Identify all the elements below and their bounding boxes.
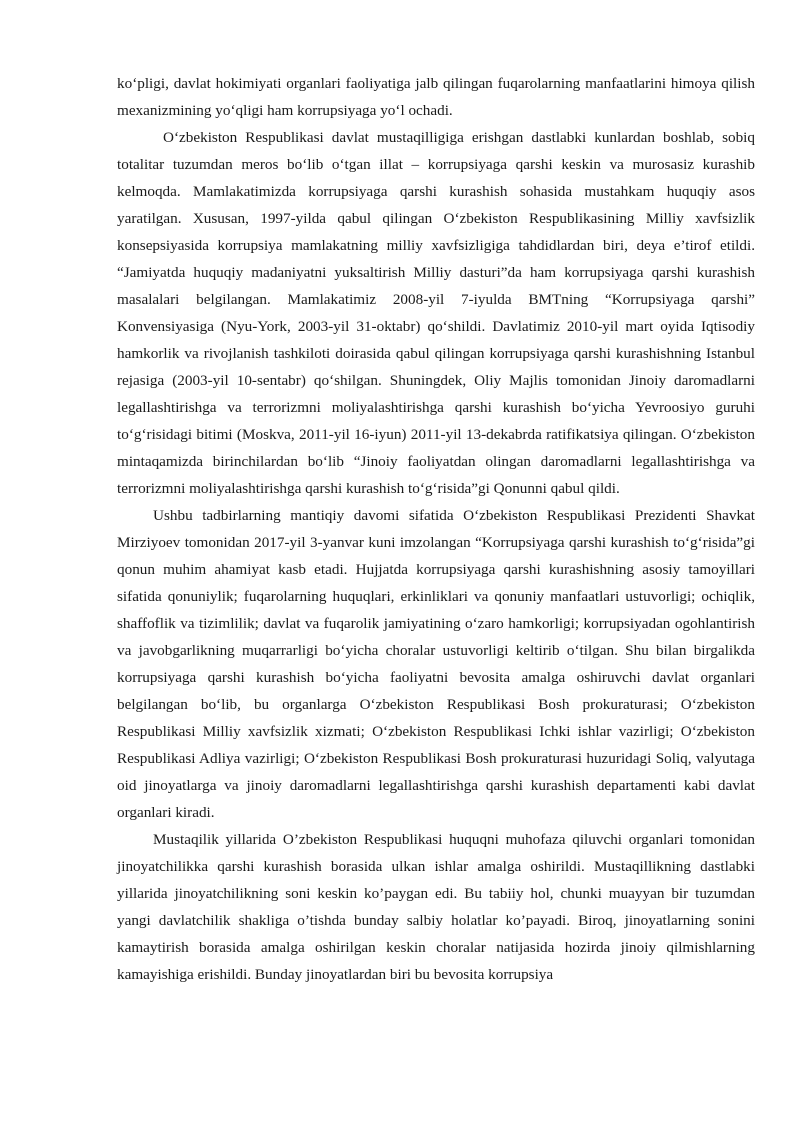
- paragraph-law-enforcement: Mustaqilik yillarida O’zbekiston Respublikasi huquqni muhofaza qiluvchi organlari tomonidan jinoyatchilikka qarshi kurashish borasida ulkan ishlar amalga oshirildi. Mustaqillikning dastlabki yillarida jinoyatchilikning soni keskin ko’paygan edi. Bu tabiiy hol, chunki muayyan bir tuzumdan yangi davlatchilik shakliga o’tishda bunday salbiy holatlar ko’payadi. Biroq, jinoyatlarning sonini kamaytirish borasida amalga oshirilgan keskin choralar natijasida hozirda jinoiy qilmishlarning kamayishiga erishildi. Bunday jinoyatlardan biri bu bevosita korrupsiya: [117, 831, 755, 983]
- paragraph-anti-corruption-legal-basis: O‘zbekiston Respublikasi davlat mustaqilligiga erishgan dastlabki kunlardan boshlab, sobiq totalitar tuzumdan meros bo‘lib o‘tgan illat – korrupsiyaga qarshi keskin va murosasiz kurashib kelmoqda. Mamlakatimizda korrupsiyaga qarshi kurashish sohasida mustahkam huquqiy asos yaratilgan. Xususan, 1997-yilda qabul qilingan O‘zbekiston Respublikasining Milliy xavfsizlik konsepsiyasida korrupsiya mamlakatning milliy xavfsizligiga tahdidlardan biri, deya e’tirof etildi. “Jamiyatda huquqiy madaniyatni yuksaltirish Milliy dasturi”da ham korrupsiyaga qarshi kurashish masalalari belgilangan. Mamlakatimiz 2008-yil 7-iyulda BMTning “Korrupsiyaga qarshi” Konvensiyasiga (Nyu-York, 2003-yil 31-oktabr) qo‘shildi. Davlatimiz 2010-yil mart oyida Iqtisodiy hamkorlik va rivojlanish tashkiloti doirasida qabul qilingan korrupsiyaga qarshi kurashishning Istanbul rejasiga (2003-yil 10-sentabr) qo‘shilgan. Shuningdek, Oliy Majlis tomonidan Jinoiy daromadlarni legallashtirishga va terrorizmni moliyalashtirishga qarshi kurashish bo‘yicha Yevroosiyo guruhi to‘g‘risidagi bitimi (Moskva, 2011-yil 16-iyun) 2011-yil 13-dekabrda ratifikatsiya qilingan. O‘zbekiston mintaqamizda birinchilardan bo‘lib “Jinoiy faoliyatdan olingan daromadlarni legallashtirishga va terrorizmni moliyalashtirishga qarshi kurashish to‘g‘risida”gi Qonunni qabul qildi.: [117, 129, 755, 497]
- document-page: [117, 70, 755, 988]
- paragraph-2017-law: Ushbu tadbirlarning mantiqiy davomi sifatida O‘zbekiston Respublikasi Prezidenti Shavkat Mirziyoev tomonidan 2017-yil 3-yanvar kuni imzolangan “Korrupsiyaga qarshi kurashish to‘g‘risida”gi qonun muhim ahamiyat kasb etadi. Hujjatda korrupsiyaga qarshi kurashishning asosiy tamoyillari sifatida qonuniylik; fuqarolarning huquqlari, erkinliklari va qonuniy manfaatlari ustuvorligi; ochiqlik, shaffoflik va tizimlilik; davlat va fuqarolik jamiyatining o‘zaro hamkorligi; korrupsiyadan ogohlantirish va javobgarlikning muqarrarligi bo‘yicha choralar ustuvorligi keltirib o‘tilgan. Shu bilan birgalikda korrupsiyaga qarshi kurashish bo‘yicha faoliyatni bevosita amalga oshiruvchi davlat organlari belgilangan bo‘lib, bu organlarga O‘zbekiston Respublikasi Bosh prokuraturasi; O‘zbekiston Respublikasi Milliy xavfsizlik xizmati; O‘zbekiston Respublikasi Ichki ishlar vazirligi; O‘zbekiston Respublikasi Adliya vazirligi; O‘zbekiston Respublikasi Bosh prokuraturasi huzuridagi Soliq, valyutaga oid jinoyatlarga va jinoiy daromadlarni legallashtirishga qarshi kurashish departamenti kabi davlat organlari kiradi.: [117, 507, 755, 821]
- paragraph-continuation: ko‘pligi, davlat hokimiyati organlari faoliyatiga jalb qilingan fuqarolarning manfaatlarini himoya qilish mexanizmining yo‘qligi ham korrupsiyaga yo‘l ochadi.: [117, 75, 755, 119]
